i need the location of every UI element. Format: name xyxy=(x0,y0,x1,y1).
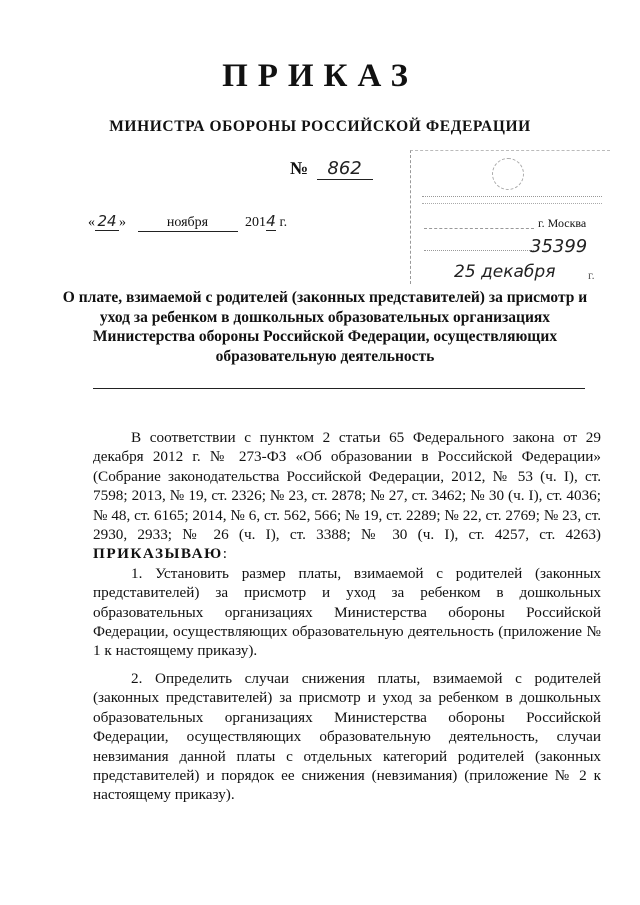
date-close-quote: » xyxy=(119,215,126,230)
date-year-digit: 4 xyxy=(266,212,276,230)
emblem-icon xyxy=(492,158,524,190)
order-colon: : xyxy=(222,545,227,563)
intro-text: В соответствии с пунктом 2 статьи 65 Федерального закона от 29 декабря 2012 г. № 273-ФЗ «Об образовании в Российской Федерации» (Собрание законодательства Российской Федерации, 2012, № 53 (ч. I), ст. 7598; 2013, № 19, ст. 2326; № 23, ст. 2878; № 27, ст. 3462; № 30 (ч. I), ст. 4036; № 48, ст. 6165; 2014, № 6, ст. 562, 566; № 19, ст. 2289; № 22, ст. 2769; № 23, ст. 2930, 2933; № 26 (ч. I), ст. 3388; № 30 (ч. I), ст. 4257, ст. 4263) xyxy=(93,429,601,544)
order-word: ПРИКАЗЫВАЮ xyxy=(93,545,223,563)
date-month: ноября xyxy=(138,215,238,232)
stamp-faded-line xyxy=(422,196,602,204)
stamp-registration-date: 25 декабря xyxy=(454,262,556,282)
stamp-faded-line xyxy=(424,242,534,251)
item-1-paragraph: 1. Установить размер платы, взимаемой с родителей (законных представителей) за присмотр и уход за ребенком в дошкольных образовательных организациях Министерства обороны Российской Федерации, осуществляющих образовательную деятельность (приложение № 1 к настоящему приказу). xyxy=(93,564,601,660)
stamp-year-suffix: г. xyxy=(588,268,595,282)
heading-divider xyxy=(93,388,585,389)
intro-paragraph xyxy=(93,428,601,564)
order-number-label: № xyxy=(290,158,309,178)
item-2-paragraph: 2. Определить случаи снижения платы, взимаемой с родителей (законных представителей) за присмотр и уход за ребенком в дошкольных образовательных организациях Министерства обороны Российской Федерации, осуществляющих образовательную деятельность, случаи невзимания данной платы с отдельных категорий родителей (законных представителей) и порядок ее снижения (невзимания) (приложение № 2 к настоящему приказу). xyxy=(93,669,601,804)
order-date-row xyxy=(88,212,287,232)
document-body xyxy=(93,428,601,813)
document-subtitle: МИНИСТРА ОБОРОНЫ РОССИЙСКОЙ ФЕДЕРАЦИИ xyxy=(109,118,531,135)
stamp-registration-number: 35399 xyxy=(530,236,588,257)
order-number-value: 862 xyxy=(317,158,373,180)
order-number-row xyxy=(290,158,373,180)
date-open-quote: « xyxy=(88,215,95,230)
date-year-prefix: 201 xyxy=(245,215,266,230)
registration-stamp xyxy=(410,150,610,284)
document-heading: О плате, взимаемой с родителей (законных представителей) за присмотр и уход за ребенком в дошкольных образовательных организациях Министерства обороны Российской Федерации, осуществляющих образовательную деятельность xyxy=(62,289,588,365)
stamp-faded-line xyxy=(424,218,534,229)
stamp-city: г. Москва xyxy=(538,216,587,230)
document-title: ПРИКАЗ xyxy=(222,58,418,94)
date-year-suffix: г. xyxy=(279,215,288,230)
date-day: 24 xyxy=(95,212,119,231)
